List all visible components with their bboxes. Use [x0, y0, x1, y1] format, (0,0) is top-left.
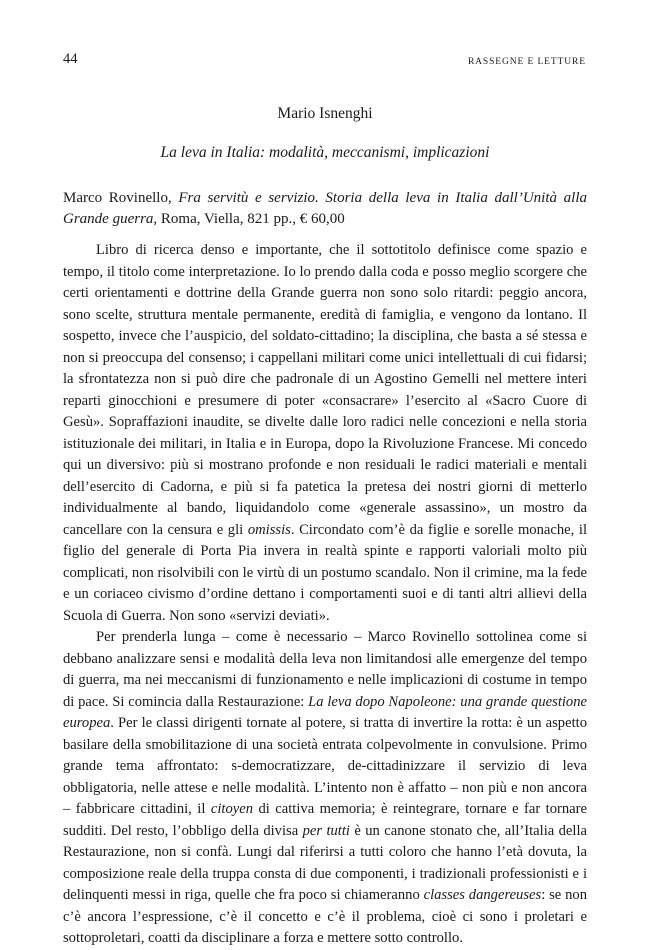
text-segment: . Per le classi dirigenti tornate al potere, si tratta di invertire la rotta: è un aspetto basilare della smobilitazione di una società entrata colpevolmente in convulsione. Primo grande tema affrontato: s-democratizzare, de-cittadinizzare il servizio di leva obbligatoria, nelle attese e nelle modalità. L’intento non è affatto – non più e non ancora – fabbricare cittadini, il — [63, 715, 587, 817]
book-citation — [63, 188, 587, 229]
italic-text: citoyen — [210, 801, 254, 817]
citation-book-title: Fra servitù e servizio. Storia della leva in Italia dall’Unità alla Grande guerra — [63, 190, 587, 227]
page-number: 44 — [63, 51, 78, 67]
running-header: RASSEGNE E LETTURE — [467, 57, 586, 67]
italic-text: omissis — [247, 521, 291, 538]
article-body — [63, 240, 587, 950]
text-segment: di cattiva memoria; è reintegrare, tornare e far tornare sudditi. Del resto, l’obbligo della divisa — [63, 801, 587, 839]
text-segment: è un canone stonato che, all’Italia della Restaurazione, non si confà. Lungi dal riferirsi a tutti coloro che hanno l’età dovuta, la composizione reale della truppa consta di due componenti, i tradizionali professionisti e i delinquenti messi in riga, quelle che fra poco si chiameranno — [63, 822, 587, 903]
citation-details: , Roma, Viella, 821 pp., € 60,00 — [153, 210, 345, 227]
italic-text: per tutti — [302, 822, 350, 839]
text-segment: . Circondato com’è da figlie e sorelle monache, il figlio del generale di Porta Pia invera in realtà spinte e rapporti valoriali molto più complicati, non risolvibili con le virtù di un postumo scandalo. Non il crimine, ma la fede e un coriaceo civismo d’ordine dettano i comportamenti suoi e di tanti altri allievi della Scuola di Guerra. Non sono «servizi deviati». — [63, 521, 587, 624]
body-paragraph — [63, 240, 587, 627]
article-author: Mario Isnenghi — [277, 105, 373, 122]
text-segment: : se non c’è ancora l’espressione, c’è il concetto e c’è il problema, cioè ci sono i proletari e sottoproletari, coatti da disciplinare a forza e mettere sotto controllo. — [63, 887, 587, 946]
italic-text: classes dangereuses — [423, 887, 542, 903]
article-title: La leva in Italia: modalità, meccanismi, implicazioni — [160, 144, 490, 161]
body-paragraph — [63, 627, 587, 950]
text-segment: Per prenderla lunga – come è necessario – Marco Rovinello sottolinea come si debbano analizzare sensi e modalità della leva non limitandosi alle emergenze del tempo di guerra, ma nei meccanismi di funzionamento e nelle implicazioni di costume in tempo di pace. Si comincia dalla Restaurazione: — [63, 629, 587, 710]
citation-author: Marco Rovinello, — [63, 190, 179, 206]
text-segment: Libro di ricerca denso e importante, che il sottotitolo definisce come spazio e tempo, il titolo come interpretazione. Io lo prendo dalla coda e posso meglio scorgere che certi orientamenti e dottrine della Grande guerra non sono solo ritardi: peggio ancora, sono scelte, struttura mentale permanente, eredità di famiglia, e vengono da lontano. Il sospetto, invece che l’auspicio, del soldato-cittadino; la disciplina, che basta a sé stessa e non si preoccupa del consenso; i cappellani militari come unici intellettuali di cui fidarsi; la sfrontatezza non si può dire che padronale di un Agostino Gemelli nel mettere interi reparti ginocchioni e presumere di poter «consacrare» l’esercito al «Sacro Cuore di Gesù». Sopraffazioni inaudite, se divelte dalle loro radici nelle concezioni e nella storia istituzionale dei militari, in Italia e in Europa, dopo la Rivoluzione Francese. Mi concedo qui un diversivo: più si mostrano profonde e non residuali le radici materiali e mentali dell’esercito di Cadorna, e più si fa patetica la pretesa dei nostri giorni di metterlo individualmente al bando, liquidandolo come «generale assassino», un mostro da cancellare con la censura e gli — [63, 242, 587, 538]
italic-text: La leva dopo Napoleone: una grande questione europea — [63, 693, 587, 731]
